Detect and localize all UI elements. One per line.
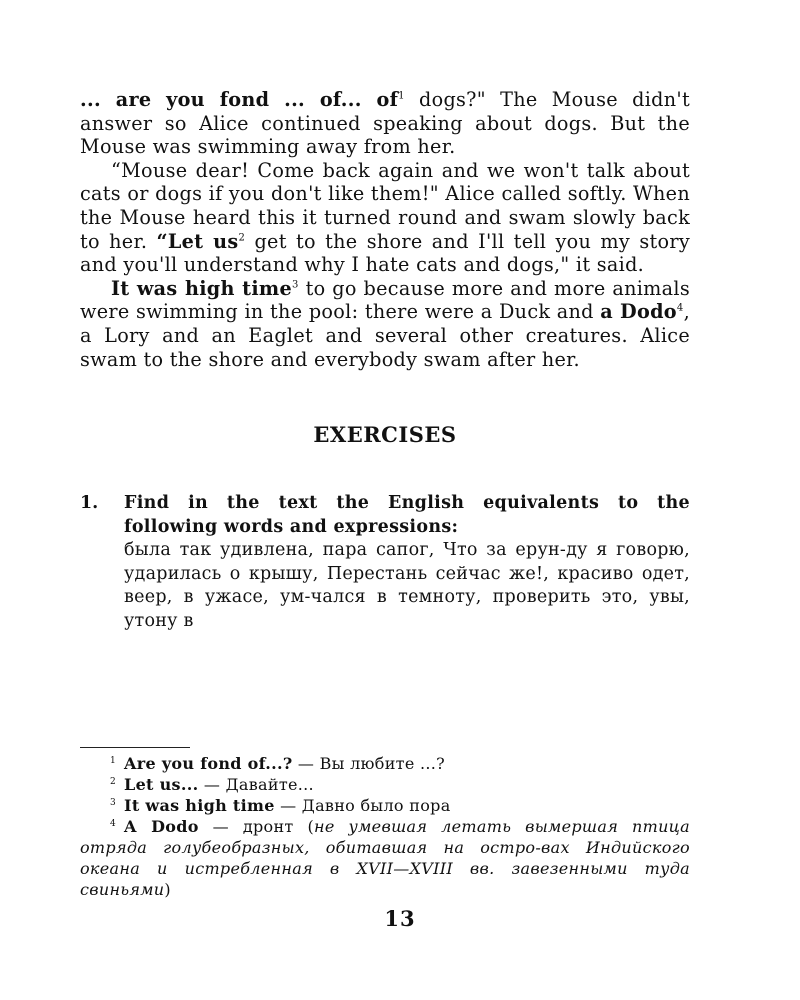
paragraph-3 xyxy=(80,277,690,371)
paragraph-text: dogs?" The Mouse didn't answer so Alice continued speaking about dogs. But the Mouse was swimming away from her. xyxy=(80,88,690,159)
bold-phrase: It was high time xyxy=(111,276,293,300)
footnote-ref: 2 xyxy=(238,232,246,244)
exercise-number: 1. xyxy=(80,493,99,514)
footnote-translation: Давно было пора xyxy=(301,796,451,815)
footnote-3 xyxy=(80,795,690,816)
footnote-term: A Dodo xyxy=(124,817,199,836)
bold-phrase: a Dodo xyxy=(600,300,677,324)
footnote-term: Are you fond of...? xyxy=(124,754,293,773)
footnote-number: 2 xyxy=(110,776,117,787)
footnote-number: 3 xyxy=(110,797,117,808)
story-text xyxy=(80,88,690,371)
footnote-number: 4 xyxy=(110,818,117,829)
exercise-russian-list: была так удивлена, пара сапог, Что за ерун-ду я говорю, ударилась о крышу, Перестань сейчас же!, красиво одет, веер, в ужасе, ум-чался в темноту, проверить это, увы, утону в xyxy=(124,540,690,631)
footnote-close-paren: ) xyxy=(164,880,171,899)
footnotes xyxy=(80,753,690,900)
footnote-4 xyxy=(80,816,690,900)
footnote-dash: — xyxy=(198,817,243,836)
bold-phrase: “Let us xyxy=(156,229,239,253)
footnote-translation: дронт ( xyxy=(242,817,315,836)
footnote-1 xyxy=(80,753,690,774)
footnote-divider xyxy=(80,747,190,748)
footnote-dash: — xyxy=(198,775,226,794)
footnote-dash: — xyxy=(274,796,302,815)
page-number: 13 xyxy=(384,906,416,931)
exercise-question: Find in the text the English equivalents to the following words and expressions: xyxy=(124,493,690,537)
paragraph-2 xyxy=(80,159,690,277)
footnote-ref: 4 xyxy=(676,302,684,314)
paragraph-text: to go because more and more animals were swimming in the pool: there were a Duck and xyxy=(80,276,690,324)
footnote-ref: 1 xyxy=(398,90,405,102)
paragraph-text: “Mouse dear! Come back again and we won't talk about cats or dogs if you don't like them!" Alice called softly. When the Mouse heard this it turned round and swam slowly back to her. xyxy=(80,158,690,253)
footnote-term: Let us... xyxy=(124,775,199,794)
page-content xyxy=(80,88,690,633)
footnote-number: 1 xyxy=(110,755,117,766)
paragraph-text: get to the shore and I'll tell you my story and you'll understand why I hate cats and dogs," it said. xyxy=(80,229,690,277)
footnote-dash: — xyxy=(292,754,320,773)
footnote-translation: Давайте... xyxy=(225,775,314,794)
bold-phrase: ... are you fond ... of... of xyxy=(80,88,399,111)
paragraph-1 xyxy=(80,88,690,159)
footnote-2 xyxy=(80,774,690,795)
exercises-heading: EXERCISES xyxy=(313,422,457,448)
footnote-ref: 3 xyxy=(292,279,299,291)
exercise-item xyxy=(80,492,690,633)
footnote-term: It was high time xyxy=(124,796,275,815)
paragraph-text: , a Lory and an Eaglet and several other creatures. Alice swam to the shore and everybody swam after her. xyxy=(80,300,690,371)
footnote-translation: Вы любите ...? xyxy=(319,754,446,773)
exercise-body xyxy=(124,492,690,633)
footnote-italic-description: не умевшая летать вымершая птица отряда голубеобразных, обитавшая на остро-вах Индийского океана и истребленная в XVII—XVIII вв. завезенными туда свиньями xyxy=(80,817,690,899)
